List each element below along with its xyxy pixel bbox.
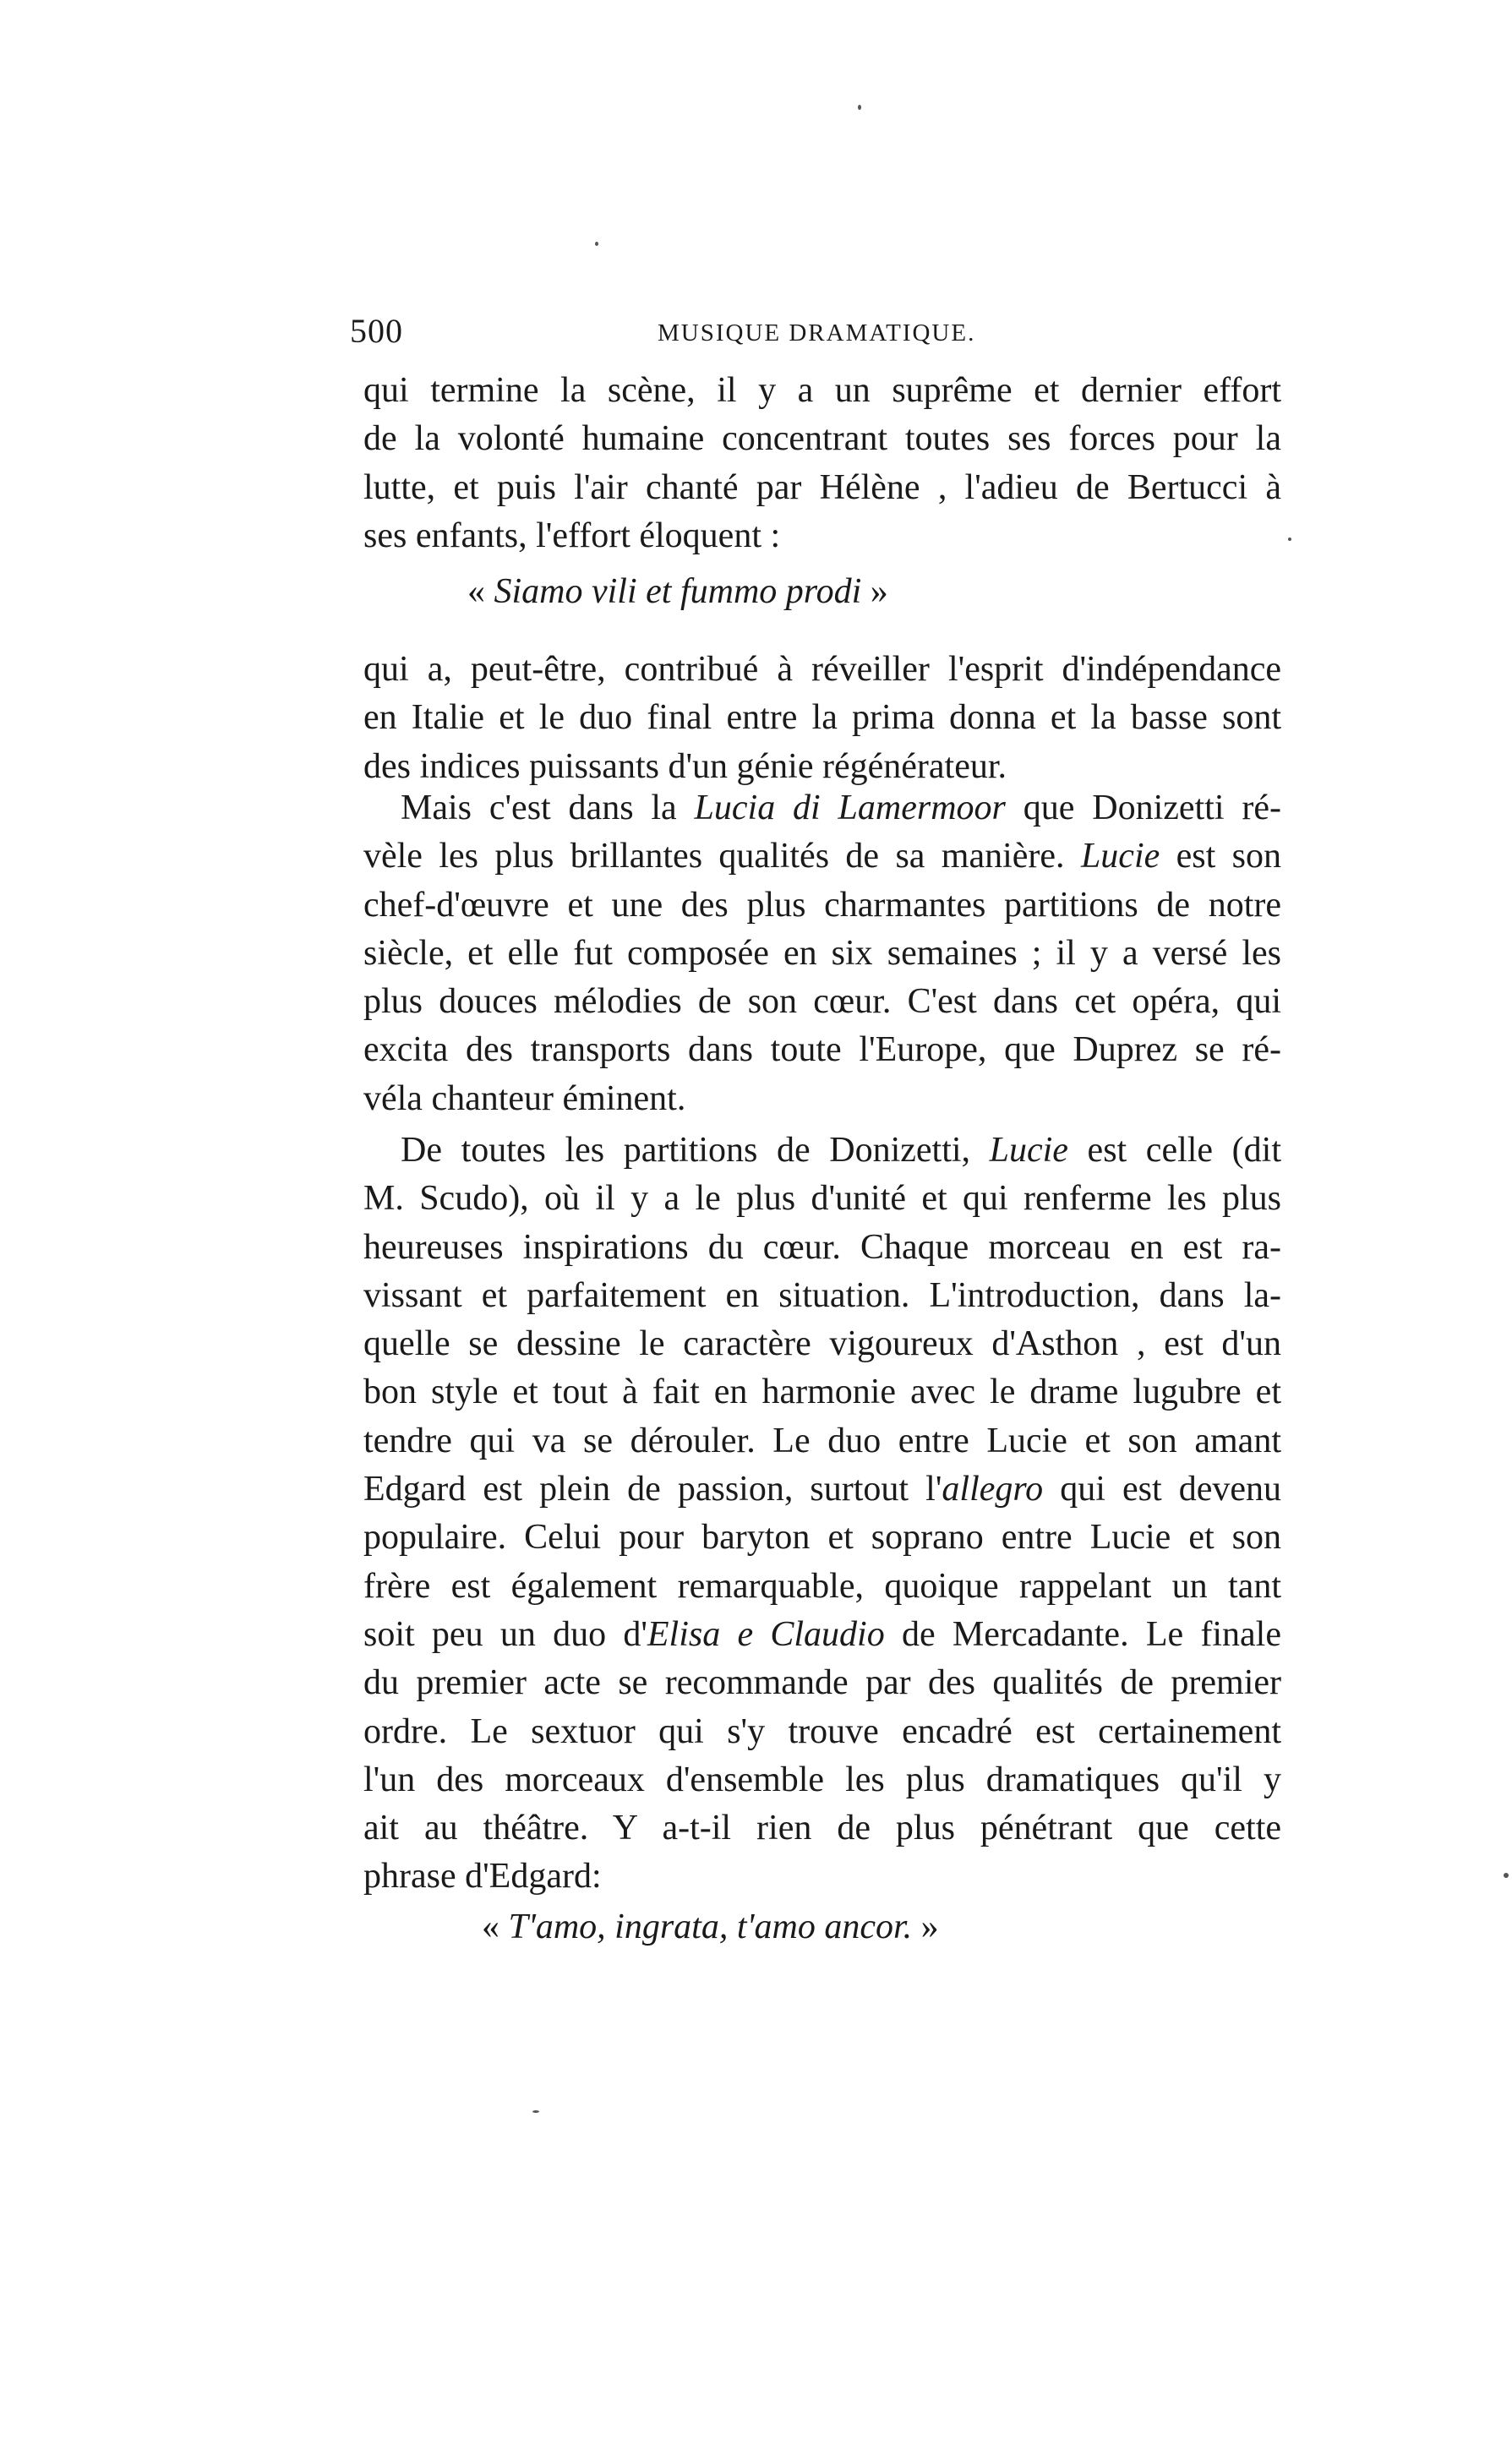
text-line: l'un des morceaux d'ensemble les plus dramatiques qu'il y <box>363 1760 1281 1799</box>
text-line: qui a, peut-être, contribué à réveiller l'esprit d'indépendance <box>363 650 1281 689</box>
quote-text: T'amo, ingrata, t'amo ancor. <box>508 1907 913 1946</box>
scan-speck <box>532 2110 539 2113</box>
text-line <box>363 1465 1281 1514</box>
text-run: Mais c'est dans la <box>401 789 695 827</box>
quote-close-mark: » <box>861 572 888 611</box>
text-run: soit peu un duo d' <box>363 1614 647 1654</box>
text-line: populaire. Celui pour baryton et soprano entre Lucie et son <box>363 1518 1281 1558</box>
italic-title: Lucie <box>989 1131 1068 1170</box>
text-line: en Italie et le duo final entre la prima donna et la basse sont <box>363 698 1281 738</box>
block-quote-1 <box>467 571 888 612</box>
text-line: ordre. Le sextuor qui s'y trouve encadré est certainement <box>363 1711 1281 1751</box>
text-line: bon style et tout à fait en harmonie avec le drame lugubre et <box>363 1373 1281 1412</box>
text-line: du premier acte se recommande par des qualités de premier <box>363 1663 1281 1703</box>
text-run: Edgard est plein de passion, surtout l' <box>363 1470 942 1509</box>
text-line: lutte, et puis l'air chanté par Hélène , l'adieu de Bertucci à <box>363 467 1281 507</box>
quote-open-mark: « <box>467 572 494 611</box>
quote-text: Siamo vili et fummo prodi <box>494 572 862 611</box>
scan-speck <box>1288 538 1291 541</box>
text-line: frère est également remarquable, quoique rappelant un tant <box>363 1566 1281 1606</box>
text-line: ses enfants, l'effort éloquent : <box>363 516 781 555</box>
text-line: vissant et parfaitement en situation. L'introduction, dans la- <box>363 1275 1281 1315</box>
text-line <box>363 784 1281 832</box>
page-header <box>350 311 1280 353</box>
italic-term: allegro <box>942 1470 1044 1509</box>
text-line: des indices puissants d'un génie régénérateur. <box>363 746 1007 786</box>
text-line: véla chanteur éminent. <box>363 1078 686 1118</box>
text-line <box>363 1611 1281 1659</box>
text-line: tendre qui va se dérouler. Le duo entre Lucie et son amant <box>363 1421 1281 1460</box>
page-number: 500 <box>350 312 403 350</box>
text-line: M. Scudo), où il y a le plus d'unité et qui renferme les plus <box>363 1179 1281 1219</box>
paragraph-3 <box>363 784 1281 1123</box>
paragraph-4 <box>363 1127 1281 1902</box>
text-run: de Mercadante. Le finale <box>884 1614 1281 1654</box>
italic-title: Lucie <box>1080 837 1160 876</box>
text-run: De toutes les partitions de Donizetti, <box>401 1131 990 1170</box>
text-line: ait au théâtre. Y a-t-il rien de plus pénétrant que cette <box>363 1809 1281 1848</box>
text-run: qui est devenu <box>1043 1470 1281 1509</box>
text-line <box>363 1127 1281 1175</box>
text-line: siècle, et elle fut composée en six semaines ; il y a versé les <box>363 933 1281 973</box>
text-line: plus douces mélodies de son cœur. C'est dans cet opéra, qui <box>363 982 1281 1022</box>
scan-speck <box>595 242 598 246</box>
text-line: chef-d'œuvre et une des plus charmantes partitions de notre <box>363 885 1281 925</box>
scan-speck <box>858 105 861 110</box>
quote-open-mark: « <box>482 1907 509 1946</box>
text-line <box>363 832 1281 881</box>
quote-close-mark: » <box>912 1907 939 1946</box>
italic-title: Elisa e Claudio <box>647 1614 885 1654</box>
text-line: qui termine la scène, il y a un suprême et dernier effort <box>363 371 1281 410</box>
text-line: quelle se dessine le caractère vigoureux d'Asthon , est d'un <box>363 1324 1281 1364</box>
text-run: est celle (dit <box>1067 1131 1281 1170</box>
text-line: phrase d'Edgard: <box>363 1857 602 1897</box>
paragraph-1 <box>363 367 1281 560</box>
text-run: vèle les plus brillantes qualités de sa manière. <box>363 837 1081 876</box>
text-run: est son <box>1160 837 1281 876</box>
paragraph-2 <box>363 646 1281 791</box>
text-line: de la volonté humaine concentrant toutes ses forces pour la <box>363 419 1281 459</box>
text-run: que Donizetti ré- <box>1005 789 1281 827</box>
text-line: heureuses inspirations du cœur. Chaque morceau en est ra- <box>363 1227 1281 1267</box>
italic-title: Lucia di Lamermoor <box>694 789 1006 827</box>
scan-speck <box>1504 1873 1509 1878</box>
text-line: excita des transports dans toute l'Europe, que Duprez se ré- <box>363 1030 1281 1070</box>
running-head: MUSIQUE DRAMATIQUE. <box>658 319 976 347</box>
block-quote-2 <box>482 1907 939 1947</box>
